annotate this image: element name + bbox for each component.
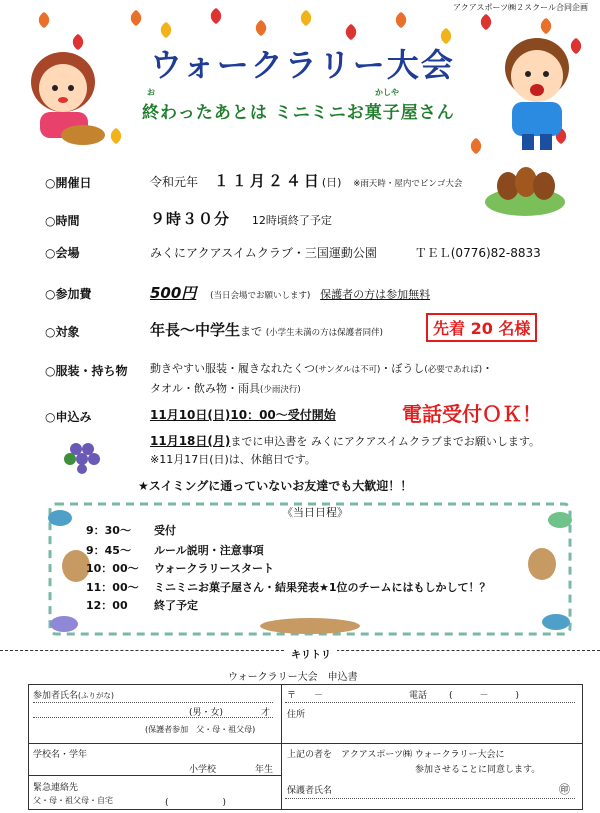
- boy-illustration: [482, 28, 597, 153]
- chestnut-illustration: [480, 160, 570, 220]
- time-end: 12時頃終了予定: [251, 214, 332, 227]
- leaf-icon: [208, 8, 225, 25]
- schedule-event: ミニミニお菓子屋さん・結果発表★1位のチームにはもしかして！？: [154, 581, 491, 594]
- leaf-icon: [158, 22, 175, 39]
- girl-illustration: [18, 40, 128, 150]
- page-title: ウォークラリー大会: [150, 46, 455, 84]
- school-field[interactable]: 小学校: [189, 765, 217, 775]
- postal-line: [285, 702, 575, 703]
- schedule-time: 10：00～: [86, 562, 139, 575]
- postal-field[interactable]: 〒 －: [287, 691, 324, 701]
- phone-accepted: 電話受付ＯＫ！: [402, 402, 542, 426]
- emergency-label: 緊急連絡先: [33, 783, 79, 793]
- schedule-event: ルール説明・注意事項: [154, 544, 264, 557]
- page-subtitle: 終わったあとは ミニミニお菓子屋さん: [142, 103, 455, 123]
- fee-note: (当日会場でお願いします): [210, 291, 311, 301]
- leaf-icon: [393, 12, 410, 29]
- target-value: 年長～中学生: [150, 321, 241, 339]
- furigana-note: (ふりがな): [78, 691, 114, 700]
- form-divider: [29, 743, 582, 744]
- event-time: [150, 208, 332, 229]
- items-note: (少雨決行): [260, 385, 301, 395]
- furigana-line: [33, 702, 273, 703]
- target: [150, 319, 383, 340]
- venue-value: みくにアクアスイムクラブ・三国運動公園: [150, 246, 377, 260]
- leaf-icon: [128, 10, 145, 27]
- form-divider: [29, 775, 281, 776]
- deadline-rest: までに申込書を みくにアクアスイムクラブまでお願いします。: [230, 435, 540, 448]
- seal-mark: ㊞: [559, 783, 570, 796]
- date-label: ○開催日: [45, 176, 92, 190]
- phone-label: 電話: [409, 691, 428, 701]
- venue-tel: ＴＥＬ(0776)82-8833: [414, 246, 541, 260]
- name-label-text: 参加者氏名: [33, 691, 79, 701]
- cut-label: キリトリ: [285, 646, 337, 661]
- ruby-text: かしや: [375, 88, 399, 97]
- items-text: ・ぼうし: [380, 362, 425, 375]
- guardian-name-line[interactable]: [285, 798, 575, 799]
- ruby-text: お: [147, 88, 155, 97]
- application-form: [28, 684, 583, 810]
- venue: [150, 244, 541, 261]
- age-field[interactable]: 才: [261, 708, 271, 718]
- leaf-icon: [253, 20, 270, 37]
- target-note: (小学生未満の方は保護者同伴): [265, 328, 383, 338]
- guardian-attend-field[interactable]: (保護者参加 父・母・祖父母): [145, 725, 256, 734]
- items-text: タオル・飲み物・雨具: [150, 382, 260, 395]
- date-day: (日): [321, 176, 342, 189]
- grade-field[interactable]: 年生: [255, 765, 274, 775]
- date-value: １１月２４日: [213, 172, 322, 190]
- schedule-heading: 《当日日程》: [282, 506, 348, 519]
- organizer-text: アクアスポーツ㈱２スクール合同企画: [453, 3, 588, 12]
- items-text: ・: [482, 362, 494, 375]
- emergency-relation[interactable]: 父・母・祖父母・自宅: [33, 796, 113, 805]
- items-line-2: [150, 380, 301, 396]
- guardian-name-label: 保護者氏名: [287, 786, 333, 796]
- schedule-time: 9：30～: [86, 524, 131, 537]
- consent-text-2: 参加させることに同意します。: [415, 765, 541, 775]
- fee: [150, 282, 430, 303]
- time-value: ９時３０分: [150, 210, 231, 228]
- leaf-icon: [298, 10, 315, 27]
- fee-guardian: 保護者の方は参加無料: [320, 288, 431, 301]
- venue-label: ○会場: [45, 246, 80, 260]
- items-text: 動きやすい服装・履きなれたくつ: [150, 362, 315, 375]
- name-line: [33, 717, 273, 718]
- schedule-event: 受付: [154, 524, 176, 537]
- items-label: ○服装・持ち物: [45, 364, 128, 378]
- form-title: ウォークラリー大会 申込書: [228, 672, 358, 683]
- time-label: ○時間: [45, 214, 80, 228]
- leaf-icon: [36, 12, 53, 29]
- apply-label: ○申込み: [45, 410, 92, 424]
- items-note: (サンダルは不可): [315, 365, 381, 375]
- schedule-time: 12：00: [86, 599, 128, 612]
- apply-deadline: [150, 432, 540, 449]
- date-era: 令和元年: [150, 175, 199, 189]
- closed-note: ※11月17日(日)は、休館日です。: [150, 453, 316, 466]
- grapes-illustration: [58, 435, 108, 475]
- schedule-event: 終了予定: [154, 599, 198, 612]
- fee-label: ○参加費: [45, 287, 92, 301]
- gender-field[interactable]: (男・女): [189, 708, 224, 718]
- target-made: まで: [240, 325, 263, 338]
- target-label: ○対象: [45, 325, 80, 339]
- phone-field[interactable]: ( － ): [449, 691, 520, 701]
- emergency-field[interactable]: ( ): [165, 798, 227, 808]
- event-date: [150, 170, 462, 191]
- name-label: [33, 688, 114, 701]
- fee-value: 500円: [150, 284, 197, 302]
- welcome-message: ★スイミングに通っていないお友達でも大歓迎！！: [138, 479, 413, 493]
- form-divider: [281, 685, 282, 809]
- rain-note: ※雨天時・屋内でビンゴ大会: [353, 179, 463, 189]
- apply-start: 11月10日(日)10：00～受付開始: [150, 408, 336, 422]
- schedule-time: 11：00～: [86, 581, 139, 594]
- consent-text-1: 上記の者を アクアスポーツ㈱ ウォークラリー大会に: [287, 750, 505, 760]
- items-line-1: [150, 360, 493, 376]
- address-label: 住所: [287, 710, 306, 720]
- schedule-event: ウォークラリースタート: [154, 562, 275, 575]
- items-note: (必要であれば): [424, 365, 483, 375]
- school-label: 学校名・学年: [33, 750, 88, 760]
- deadline-date: 11月18日(月): [150, 434, 231, 448]
- schedule-time: 9：45～: [86, 544, 131, 557]
- schedule-box: [50, 500, 570, 640]
- capacity-badge: 先着 20 名様: [426, 313, 537, 342]
- leaf-icon: [343, 24, 360, 41]
